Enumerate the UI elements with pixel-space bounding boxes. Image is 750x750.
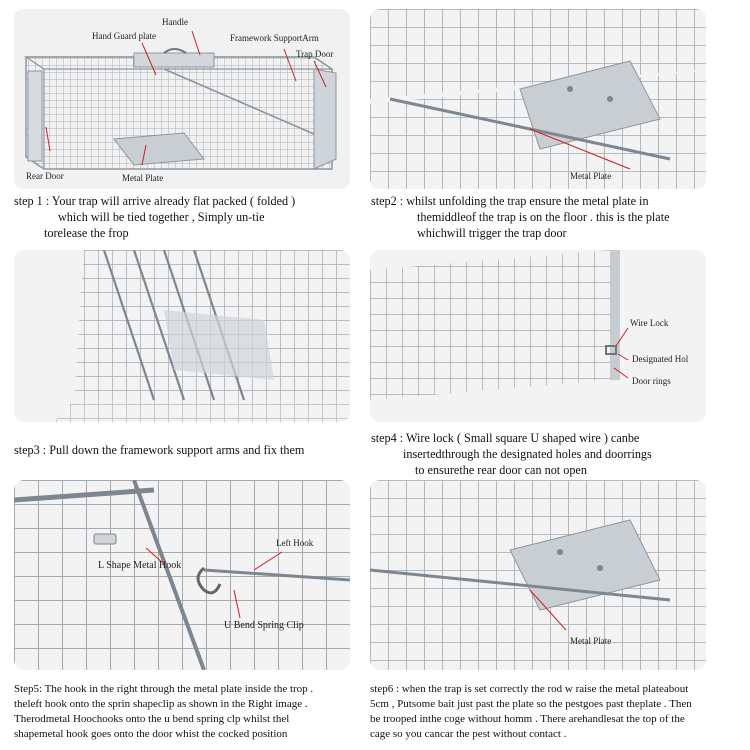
caption-line: step2 : whilst unfolding the trap ensure the metal plate in (371, 194, 649, 208)
label-hand-guard-plate: Hand Guard plate (92, 31, 156, 41)
caption-line: insertedthrough the designated holes and doorrings (403, 447, 652, 461)
caption-line: Therodmetal Hoochooks onto the u bend spring clp whilst thel (14, 713, 290, 725)
photo-panel-step5 (14, 480, 350, 670)
label-metal-plate: Metal Plate (570, 636, 612, 646)
caption-line: 5cm , Putsome bait just past the plate so the pestgoes past theplate . Then (370, 698, 692, 710)
caption-line: be trooped inthe coge without homm . There arehandlesat the top of the (370, 713, 685, 725)
label-rear-door: Rear Door (26, 171, 64, 181)
label-wire-lock: Wire Lock (630, 318, 669, 328)
caption-line: step6 : when the trap is set correctly the rod w raise the metal plateabout (370, 683, 689, 695)
label-left-hook: Left Hook (276, 538, 314, 548)
caption-line: step 1 : Your trap will arrive already flat packed ( folded ) (14, 194, 296, 208)
label-metal-plate: Metal Plate (570, 171, 612, 181)
label-trap-door: Trap Door (296, 49, 334, 59)
caption-line: whichwill trigger the trap door (417, 226, 567, 240)
label-l-shape-metal-hook: L Shape Metal Hook (98, 560, 182, 571)
caption-step5 (14, 682, 384, 742)
metal-plate-floor-illustration (370, 9, 706, 189)
label-door-rings: Door rings (632, 376, 671, 386)
label-designated-hole: Designated Hol (632, 354, 689, 364)
caption-line: themiddleof the trap is on the floor . this is the plate (417, 210, 670, 224)
raised-plate-illustration (370, 480, 706, 670)
label-handle: Handle (162, 17, 188, 27)
caption-step4 (371, 430, 731, 478)
caption-line: step4 : Wire lock ( Small square U shaped wire ) canbe (371, 431, 640, 445)
caption-step6 (370, 682, 740, 742)
caption-step3 (14, 442, 374, 458)
caption-line: shapemetal hook goes onto the door whist the cocked position (14, 728, 288, 740)
caption-line: step3 : Pull down the framework support arms and fix them (14, 443, 305, 457)
photo-panel-step6 (370, 480, 706, 670)
caption-line: Step5: The hook in the right through the metal plate inside the trop . (14, 683, 314, 695)
label-metal-plate: Metal Plate (122, 173, 164, 183)
photo-panel-step3 (14, 250, 350, 422)
photo-panel-step4 (370, 250, 706, 422)
hook-clip-illustration (14, 480, 350, 670)
photo-panel-step2 (370, 9, 706, 189)
caption-line: theleft hook onto the sprin shapeclip as shown in the Right image . (14, 698, 308, 710)
photo-panel-step1 (14, 9, 350, 189)
caption-line: torelease the frop (44, 226, 129, 240)
caption-step1 (14, 193, 354, 241)
caption-line: which will be tied together , Simply un-tie (58, 210, 265, 224)
caption-line: cage so you cancar the pest without contact . (370, 728, 567, 740)
label-framework-support-arm: Framework SupportArm (230, 33, 319, 43)
support-arms-illustration (14, 250, 350, 422)
caption-step2 (371, 193, 721, 241)
label-u-bend-spring-clip: U Bend Spring Clip (224, 620, 304, 631)
caption-line: to ensurethe rear door can not open (415, 463, 587, 477)
wire-lock-illustration (370, 250, 706, 422)
